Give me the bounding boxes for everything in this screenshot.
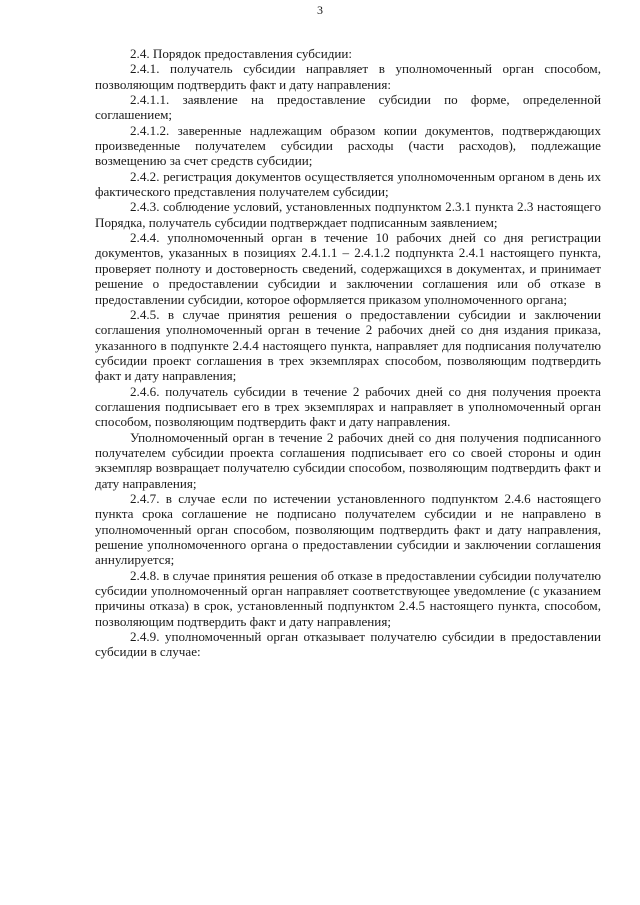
paragraph-2-4-7: 2.4.7. в случае если по истечении установленного подпунктом 2.4.6 настоящего пункта срока соглашение не подписано получателем субсидии и не направлено в уполномоченный орган способом, позволяющим подтвердить факт и дату направления, решение уполномоченного органа о предоставлении субсидии и заключении соглашения аннулируется; [95, 490, 601, 568]
paragraph-2-4-9: 2.4.9. уполномоченный орган отказывает получателю субсидии в предоставлении субсидии в случае: [95, 629, 601, 660]
paragraph-2-4-6-continued: Уполномоченный орган в течение 2 рабочих дней со дня получения подписанного получателем субсидии проекта соглашения подписывает его со своей стороны и один экземпляр возвращает получателю субсидии способом, позволяющим подтвердить факт и дату направления; [95, 429, 601, 491]
paragraph-2-4-3: 2.4.3. соблюдение условий, установленных подпунктом 2.3.1 пункта 2.3 настоящего Порядка, получатель субсидии подтверждает подписанным заявлением; [95, 199, 601, 230]
paragraph-2-4-8: 2.4.8. в случае принятия решения об отказе в предоставлении субсидии получателю субсидии уполномоченный орган направляет соответствующее уведомление (с указанием причины отказа) в срок, установленный подпунктом 2.4.5 настоящего пункта, способом, позволяющим подтвердить факт и дату направления; [95, 567, 601, 629]
document-body [95, 46, 601, 660]
paragraph-2-4-1: 2.4.1. получатель субсидии направляет в уполномоченный орган способом, позволяющим подтвердить факт и дату направления: [95, 61, 601, 92]
paragraph-2-4: 2.4. Порядок предоставления субсидии: [130, 46, 353, 61]
paragraph-2-4-5: 2.4.5. в случае принятия решения о предоставлении субсидии и заключении соглашения уполномоченный орган в течение 2 рабочих дней со дня издания приказа, указанного в подпункте 2.4.4 настоящего пункта, направляет для подписания получателю субсидии проект соглашения в трех экземплярах способом, позволяющим подтвердить факт и дату направления; [95, 306, 601, 384]
paragraph-2-4-1-1: 2.4.1.1. заявление на предоставление субсидии по форме, определенной соглашением; [95, 92, 601, 123]
paragraph-2-4-2: 2.4.2. регистрация документов осуществляется уполномоченным органом в день их фактического представления получателем субсидии; [95, 168, 601, 200]
paragraph-2-4-1-2: 2.4.1.2. заверенные надлежащим образом копии документов, подтверждающих произведенные получателем субсидии расходы (части расходов), подлежащие возмещению за счет средств субсидии; [95, 122, 601, 169]
paragraph-2-4-6: 2.4.6. получатель субсидии в течение 2 рабочих дней со дня получения проекта соглашения подписывает его в трех экземплярах и направляет в уполномоченный орган способом, позволяющим подтвердить факт и дату направления. [95, 383, 601, 430]
paragraph-2-4-4: 2.4.4. уполномоченный орган в течение 10 рабочих дней со дня регистрации документов, указанных в позициях 2.4.1.1 – 2.4.1.2 подпункта 2.4.1 настоящего пункта, проверяет полноту и достоверность сведений, содержащихся в документах, и принимает решение о предоставлении субсидии и заключении соглашения или об отказе в предоставлении субсидии, которое оформляется приказом уполномоченного органа; [95, 230, 601, 307]
page-number: 3 [317, 3, 323, 17]
